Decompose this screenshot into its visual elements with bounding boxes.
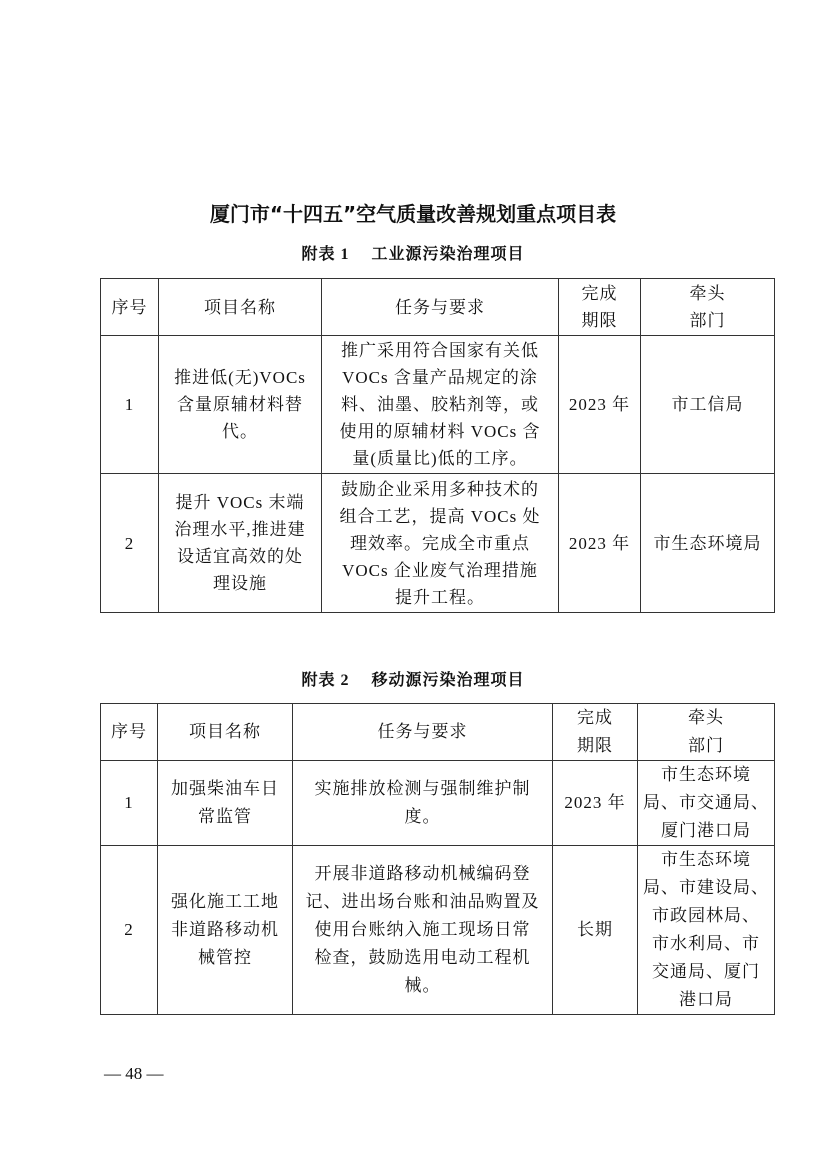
table-header-row [101,279,775,336]
table-row [101,336,775,474]
table-header-row [101,704,775,761]
cell-project: 推进低(无)VOCs 含量原辅材料替 代。 [159,336,322,474]
cell-project: 强化施工工地 非道路移动机 械管控 [158,846,293,1015]
table2-caption: 附表 2 移动源污染治理项目 [301,672,525,689]
cell-department: 市生态环境 局、市建设局、 市政园林局、 市水利局、市 交通局、厦门 港口局 [638,846,775,1015]
cell-index: 1 [101,761,158,846]
cell-department: 市生态环境 局、市交通局、 厦门港口局 [638,761,775,846]
cell-deadline: 2023 年 [559,474,641,613]
cell-deadline: 2023 年 [559,336,641,474]
cell-index: 1 [101,336,159,474]
header-cell: 牵头 部门 [638,704,775,761]
cell-task: 鼓励企业采用多种技术的 组合工艺，提高 VOCs 处 理效率。完成全市重点 VOCs 企业废气治理措施 提升工程。 [322,474,559,613]
cell-task: 开展非道路移动机械编码登 记、进出场台账和油品购置及 使用台账纳入施工现场日常 检查，鼓励选用电动工程机 械。 [293,846,553,1015]
cell-project: 提升 VOCs 末端 治理水平,推进建 设适宜高效的处 理设施 [159,474,322,613]
header-cell: 序号 [101,704,158,761]
table1-caption: 附表 1 工业源污染治理项目 [301,246,525,263]
cell-task: 推广采用符合国家有关低 VOCs 含量产品规定的涂 料、油墨、胶粘剂等，或 使用的原辅材料 VOCs 含 量(质量比)低的工序。 [322,336,559,474]
header-cell: 完成 期限 [553,704,638,761]
cell-deadline: 2023 年 [553,761,638,846]
cell-task: 实施排放检测与强制维护制 度。 [293,761,553,846]
document-title: 厦门市“十四五”空气质量改善规划重点项目表 [209,202,617,226]
cell-project: 加强柴油车日 常监管 [158,761,293,846]
mobile-pollution-table [100,703,775,1015]
table-row [101,761,775,846]
header-cell: 任务与要求 [322,279,559,336]
cell-department: 市工信局 [641,336,775,474]
header-cell: 任务与要求 [293,704,553,761]
cell-index: 2 [101,846,158,1015]
table-row [101,846,775,1015]
header-cell: 完成 期限 [559,279,641,336]
header-cell: 项目名称 [159,279,322,336]
cell-deadline: 长期 [553,846,638,1015]
table-row [101,474,775,613]
page-number: — 48 — [104,1064,164,1083]
industrial-pollution-table [100,278,775,613]
header-cell: 序号 [101,279,159,336]
header-cell: 牵头 部门 [641,279,775,336]
cell-department: 市生态环境局 [641,474,775,613]
header-cell: 项目名称 [158,704,293,761]
cell-index: 2 [101,474,159,613]
